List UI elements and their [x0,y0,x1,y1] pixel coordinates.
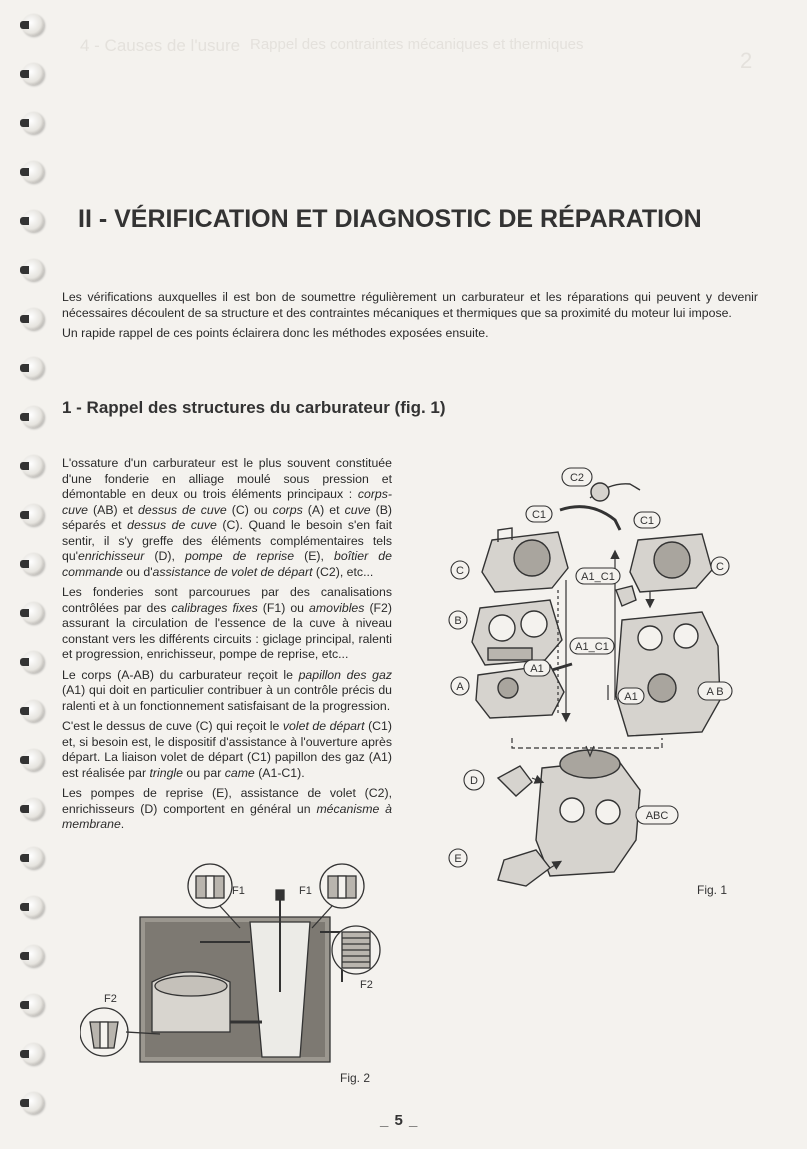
fig1-label-ab: A B [706,686,724,698]
binding-hole [22,455,44,477]
fig2-label-f1: F1 [299,885,312,897]
body-paragraph: L'ossature d'un carburateur est le plus souvent constituée d'une fonderie en alliage moulé sous pression et démontable en deux ou trois éléments principaux : corps-cuve (AB) et dessus de cuve (C) ou corps (A) et cuve (B) séparés et dessus de cuve (C). Quand le besoin s'en fait sentir, il s'y greffe des éléments complémentaires tels qu'enrichisseur (D), pompe de reprise (E), boîtier de commande ou d'assistance de volet de départ (C2), etc... [62,456,393,579]
fig2-label-f2: F2 [360,979,373,991]
fig1-label-c2: C2 [569,472,585,484]
fig1-label-c1: C1 [639,515,655,527]
binding-hole [22,63,44,85]
page-title: II - VÉRIFICATION ET DIAGNOSTIC DE RÉPARATION [78,205,702,233]
binding-hole [22,945,44,967]
binding-hole [22,553,44,575]
fig1-label-d: D [470,775,478,787]
section-heading: 1 - Rappel des structures du carburateur (fig. 1) [62,398,446,417]
intro-paragraph: Un rapide rappel de ces points éclairera donc les méthodes exposées ensuite. [62,326,489,340]
binding-hole [22,798,44,820]
body-paragraph: C'est le dessus de cuve (C) qui reçoit le volet de départ (C1) et, si besoin est, le dispositif d'assistance à l'ouverture après départ. La liaison volet de départ (C1) papillon des gaz (A1) est réalisée par tringle ou par came (A1-C1). [62,719,392,780]
binding-hole [22,14,44,36]
binding-hole [22,161,44,183]
body-paragraph: Les pompes de reprise (E), assistance de volet (C2), enrichisseurs (D) comportent en général un mécanisme à membrane. [62,786,392,831]
binding-hole [22,602,44,624]
fig1-label-c: C [456,565,464,577]
fig1-label-a1: A1 [530,663,544,675]
spiral-binding [18,0,48,1149]
binding-hole [22,1043,44,1065]
binding-hole [22,112,44,134]
binding-hole [22,749,44,771]
binding-hole [22,651,44,673]
body-paragraph: Les fonderies sont parcourues par des canalisations contrôlées par des calibrages fixes (F1) ou amovibles (F2) assurant la circulation de l'essence de la cuve à niveau constant vers les différents circuits : giclage principal, ralenti et progression, enrichisseur, pompe de reprise, etc... [62,585,392,661]
binding-hole [22,994,44,1016]
fig1-label-a1: A1 [624,691,638,703]
binding-hole [22,700,44,722]
binding-hole [22,504,44,526]
binding-hole [22,259,44,281]
page-number: _ 5 _ [380,1112,419,1129]
figure-2-caption: Fig. 2 [340,1071,371,1085]
fig2-label-f1: F1 [232,885,245,897]
figure-1-caption: Fig. 1 [697,883,728,897]
binding-hole [22,357,44,379]
binding-hole [22,210,44,232]
binding-hole [22,406,44,428]
fig1-label-c: C [716,561,724,573]
binding-hole [22,847,44,869]
fig1-label-a: A [456,681,464,693]
figure-1-exploded-carburettor [440,460,740,900]
intro-text [62,289,758,345]
section-body [62,456,392,833]
intro-paragraph: Les vérifications auxquelles il est bon de soumettre régulièrement un carburateur et les réparations qui peuvent y devenir nécessaires découlent de sa structure et des contraintes mécaniques et thermiques que sa proximité du moteur lui impose. [62,290,758,320]
fig1-label-abc: ABC [645,810,669,822]
fig1-label-a1c1: A1_C1 [575,641,609,653]
fig1-label-a1c1: A1_C1 [581,571,615,583]
figure-2-jets-section [80,862,400,1072]
fig2-label-f2: F2 [104,993,117,1005]
binding-hole [22,896,44,918]
body-paragraph: Le corps (A-AB) du carburateur reçoit le papillon des gaz (A1) qui doit en particulier contribuer à un contrôle précis du ralenti et à un fonctionnement satisfaisant de la progression. [62,667,392,713]
fig1-label-b: B [454,615,462,627]
binding-hole [22,1092,44,1114]
fig1-label-c1: C1 [531,509,547,521]
binding-hole [22,308,44,330]
fig1-label-e: E [454,853,462,865]
